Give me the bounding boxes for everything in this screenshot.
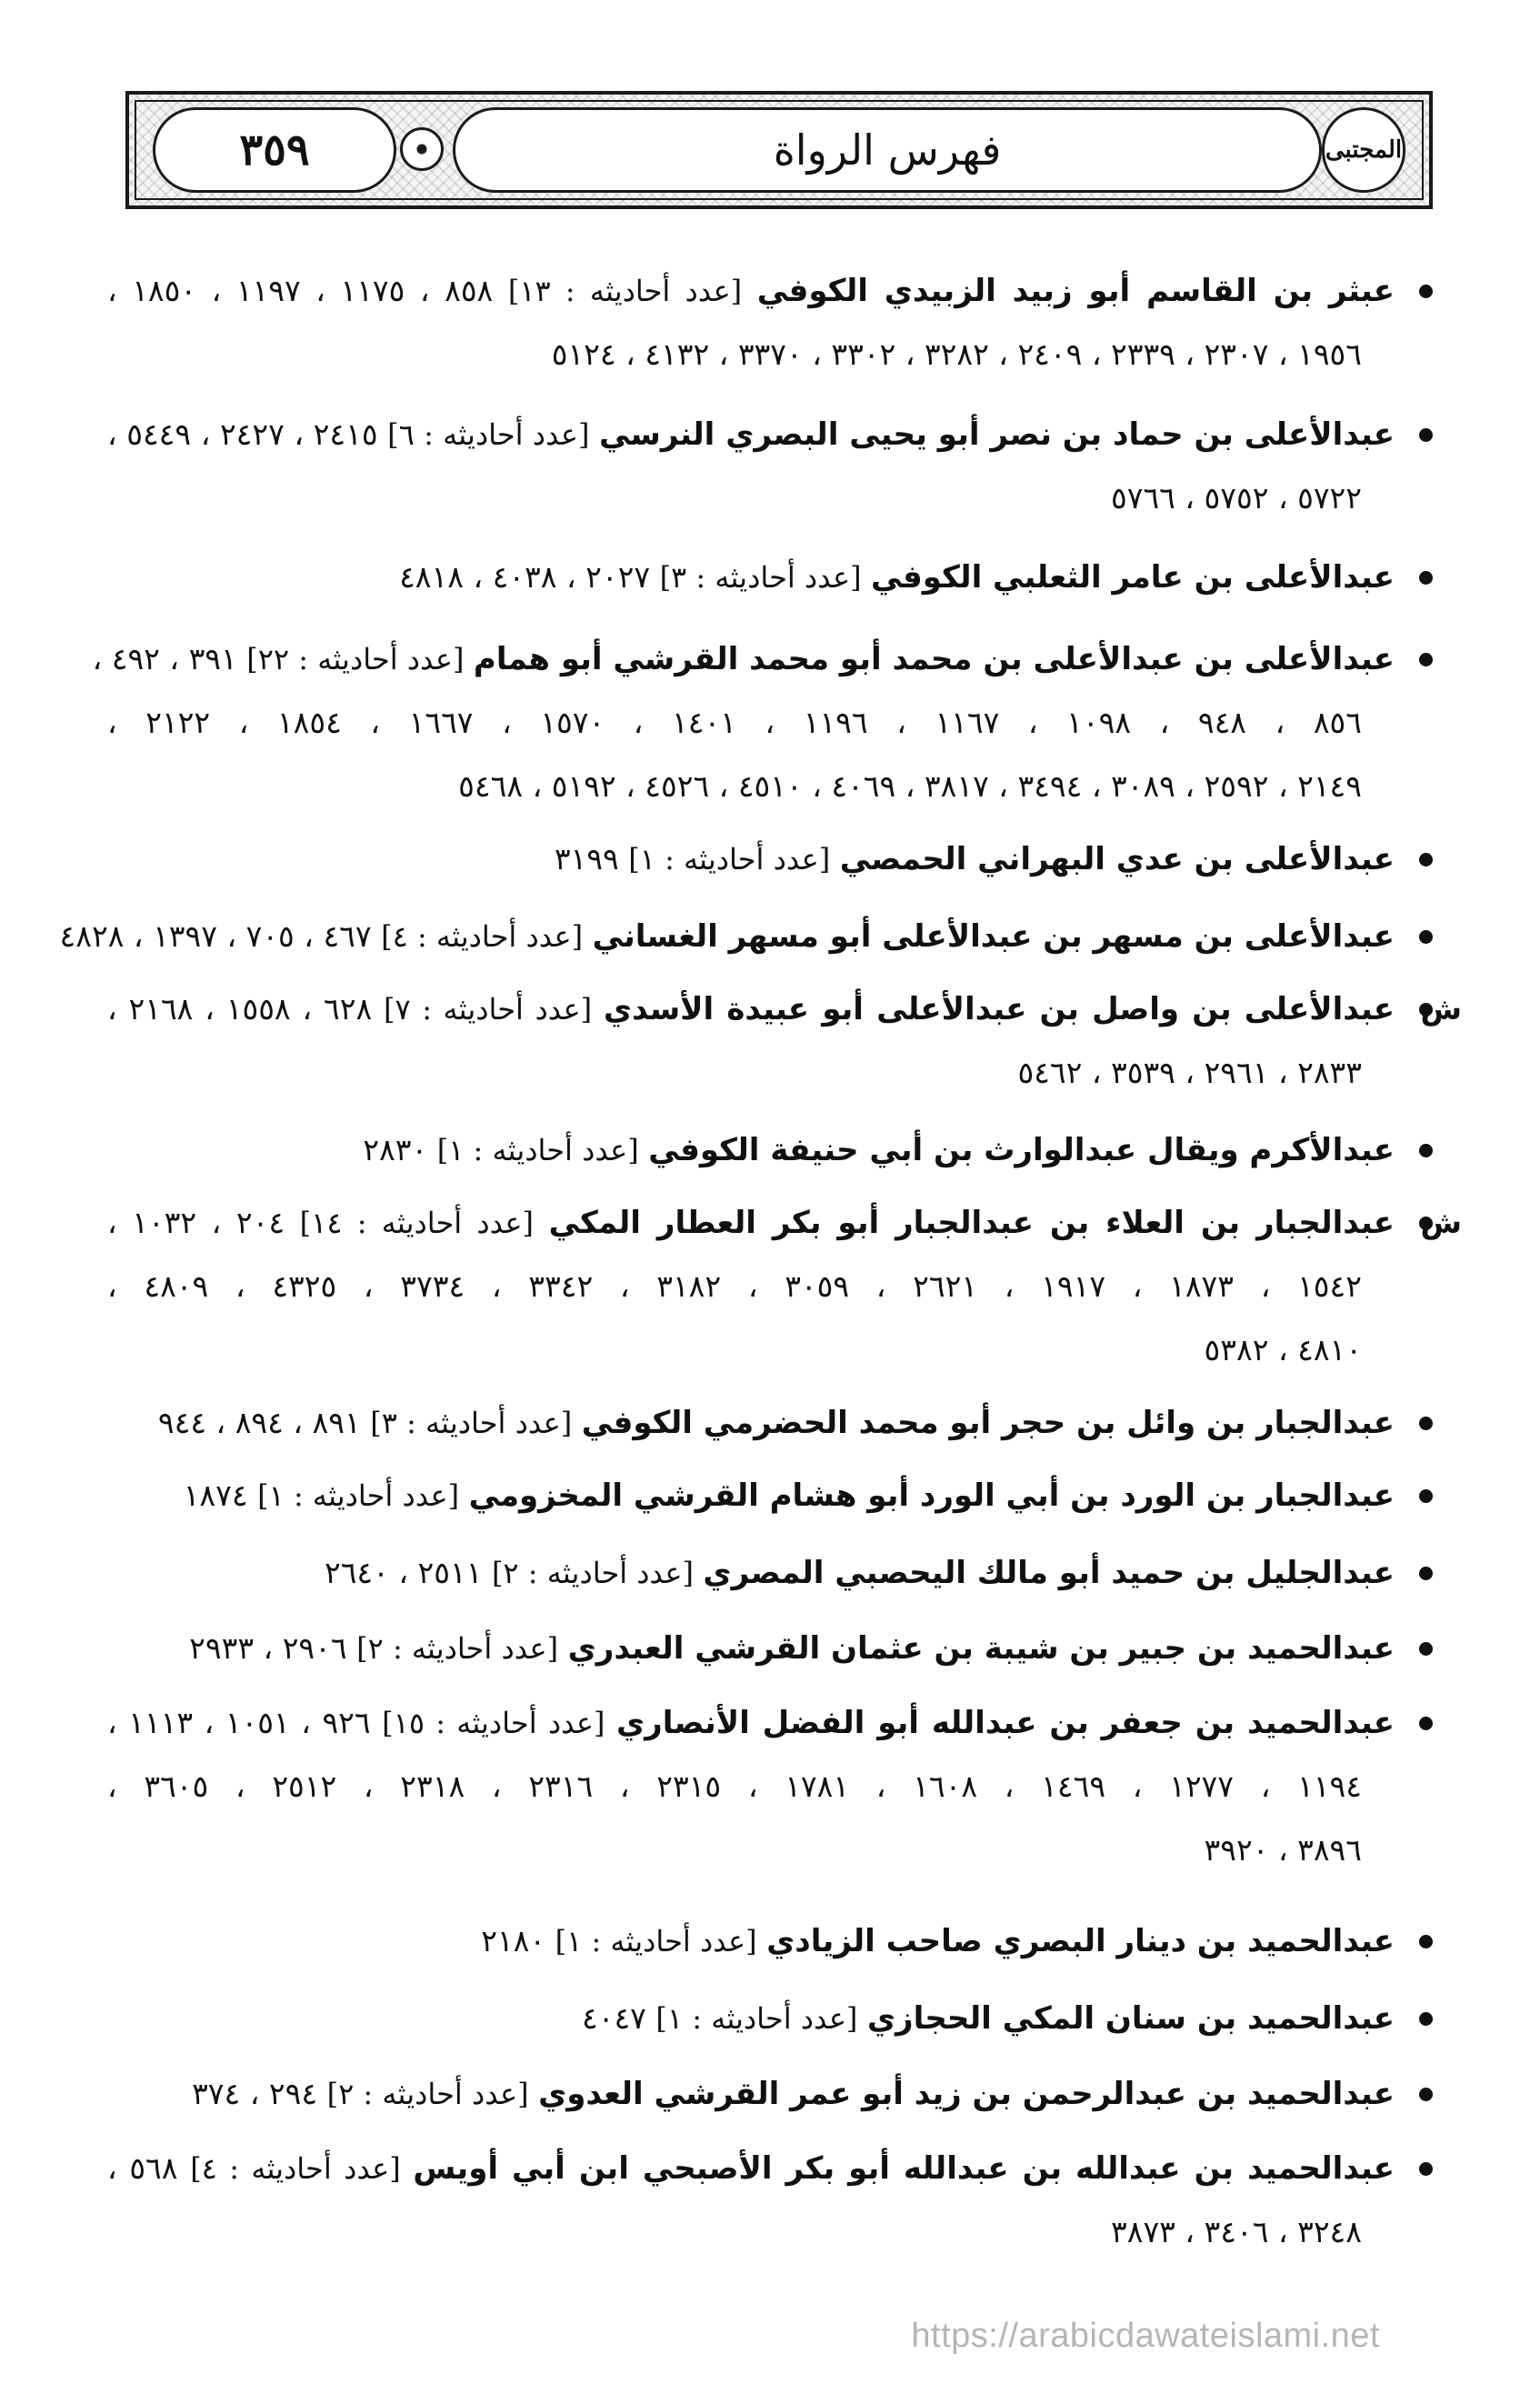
entry-continuation-line: [107, 323, 1435, 386]
entry-first-line: [107, 1909, 1435, 1973]
hadith-count: [عدد أحاديثه : ٢٢]: [246, 642, 465, 676]
running-title: فهرس الرواة: [773, 125, 1002, 175]
narrator-name: عبدالجبار بن الورد بن أبي الورد أبو هشام القرشي المخزومي: [468, 1477, 1395, 1514]
narrator-name: عبدالحميد بن عبدالله بن عبدالله أبو بكر الأصبحي ابن أبي أويس: [413, 2150, 1395, 2187]
hadith-count: [عدد أحاديثه : ١]: [436, 1133, 639, 1167]
hadith-numbers: ٨٥٨ ، ١١٧٥ ، ١١٩٧ ، ١٨٥٠ ،: [107, 273, 494, 308]
entry-first-line: [107, 259, 1435, 323]
narrator-entry: [107, 1541, 1435, 1605]
narrator-entry: [107, 259, 1435, 386]
narrator-entry: [107, 977, 1462, 1105]
entry-first-line: [107, 1391, 1435, 1455]
narrator-entry: [107, 1691, 1435, 1882]
hadith-count: [عدد أحاديثه : ١]: [555, 1924, 757, 1958]
hadith-count: [عدد أحاديثه : ٧]: [384, 992, 593, 1027]
entry-first-line: [107, 827, 1435, 891]
hadith-count: [عدد أحاديثه : ٢]: [326, 2077, 529, 2111]
narrator-entry: [107, 1391, 1435, 1455]
hadith-numbers: ٨٩١ ، ٨٩٤ ، ٩٤٤: [157, 1405, 361, 1440]
hadith-numbers: ٥٦٨ ،: [107, 2150, 178, 2186]
hadith-numbers: ٢٩٤ ، ٣٧٤: [192, 2076, 318, 2111]
hadith-numbers: ٢٤١٥ ، ٢٤٢٧ ، ٥٤٤٩ ،: [107, 416, 378, 452]
hadith-numbers: ٢٠٢٧ ، ٤٠٣٨ ، ٤٨١٨: [399, 559, 651, 595]
narrator-entry: [107, 1118, 1435, 1182]
hadith-count: [عدد أحاديثه : ١]: [655, 2001, 858, 2036]
bullet-icon: [1419, 1642, 1433, 1656]
entry-first-line: [107, 2137, 1435, 2200]
narrator-entry: [107, 2062, 1435, 2126]
narrator-entry: [107, 827, 1435, 891]
bullet-icon: [1419, 853, 1433, 866]
hadith-numbers: ١٥٤٢ ، ١٨٧٣ ، ١٩١٧ ، ٢٦٢١ ، ٣٠٥٩ ، ٣١٨٢ ، ٣٣٤٢ ، ٣٧٣٤ ، ٤٣٢٥ ، ٤٨٠٩ ،: [107, 1268, 1362, 1304]
narrator-name: عبدالأعلى بن حماد بن نصر أبو يحيى البصري النرسي: [599, 416, 1395, 453]
shin-marker: ش: [1420, 991, 1462, 1027]
hadith-numbers: ٣٢٤٨ ، ٣٤٠٦ ، ٣٨٧٣: [1111, 2214, 1362, 2249]
hadith-count: [عدد أحاديثه : ١]: [628, 842, 831, 876]
hadith-numbers: ٣٨٩٦ ، ٣٩٢٠: [1204, 1832, 1362, 1868]
hadith-numbers: ٤٨١٠ ، ٥٣٨٢: [1204, 1332, 1362, 1367]
entry-first-line: [107, 1987, 1435, 2050]
narrator-entry: [107, 1987, 1435, 2050]
hadith-numbers: ٨٥٦ ، ٩٤٨ ، ١٠٩٨ ، ١١٦٧ ، ١١٩٦ ، ١٤٠١ ، ١٥٧٠ ، ١٦٦٧ ، ١٨٥٤ ، ٢١٢٢ ،: [107, 705, 1363, 740]
entry-first-line: [107, 403, 1435, 466]
source-watermark: https://arabicdawateislami.net: [911, 2317, 1380, 2355]
hadith-numbers: ٥٧٢٢ ، ٥٧٥٢ ، ٥٧٦٦: [1111, 480, 1362, 516]
narrator-name: عبدالأعلى بن عبدالأعلى بن محمد أبو محمد القرشي أبو همام: [473, 641, 1395, 677]
narrator-entry: [107, 2137, 1435, 2264]
hadith-numbers: ٢٠٤ ، ١٠٣٢ ،: [107, 1205, 285, 1240]
hadith-count: [عدد أحاديثه : ٢]: [491, 1556, 694, 1590]
hadith-numbers: ٤٦٧ ، ٧٠٥ ، ١٣٩٧ ، ٤٨٢٨: [59, 918, 372, 954]
hadith-numbers: ٤٠٤٧: [582, 2000, 646, 2036]
hadith-count: [عدد أحاديثه : ٣]: [370, 1406, 573, 1440]
bullet-icon: [1419, 1717, 1433, 1730]
narrator-name: عبدالجبار بن العلاء بن عبدالجبار أبو بكر العطار المكي: [548, 1205, 1395, 1241]
narrator-name: عبدالأعلى بن مسهر بن عبدالأعلى أبو مسهر الغساني: [592, 918, 1395, 955]
narrator-entry: [107, 1909, 1435, 1973]
entry-continuation-line: [107, 2200, 1435, 2264]
bullet-icon: [1419, 1489, 1433, 1503]
entry-first-line: [107, 1541, 1435, 1605]
hadith-count: [عدد أحاديثه : ١٤]: [299, 1206, 535, 1240]
hadith-count: [عدد أحاديثه : ٤]: [190, 2151, 401, 2186]
hadith-count: [عدد أحاديثه : ١]: [257, 1478, 460, 1513]
narrator-entry: [107, 546, 1435, 609]
hadith-numbers: ٣١٩٩: [554, 841, 619, 876]
entry-first-line: [107, 1617, 1435, 1680]
entry-continuation-line: [107, 691, 1435, 755]
entry-first-line: [107, 2062, 1435, 2126]
bullet-icon: [1419, 285, 1433, 298]
hadith-count: [عدد أحاديثه : ٢]: [356, 1631, 559, 1666]
bullet-icon: [1419, 1935, 1433, 1948]
narrator-name: عبدالأعلى بن عامر الثعلبي الكوفي: [871, 559, 1395, 596]
entry-continuation-line: [107, 1818, 1435, 1882]
bullet-icon: [1419, 1417, 1433, 1430]
entry-continuation-line: [107, 755, 1435, 818]
narrator-name: عبدالحميد بن جبير بن شيبة بن عثمان القرشي العبدري: [567, 1630, 1395, 1667]
entry-first-line: [107, 977, 1462, 1041]
entry-first-line: [107, 1464, 1435, 1528]
bullet-icon: [1419, 1567, 1433, 1580]
hadith-numbers: ٢١٨٠: [481, 1923, 546, 1958]
hadith-numbers: ٣٩١ ، ٤٩٢ ،: [92, 641, 237, 676]
bullet-icon: [1419, 571, 1433, 585]
entry-continuation-line: [107, 1318, 1435, 1382]
narrator-entry: [107, 1191, 1462, 1382]
hadith-numbers: ٢١٤٩ ، ٢٥٩٢ ، ٣٠٨٩ ، ٣٤٩٤ ، ٣٨١٧ ، ٤٠٦٩ ، ٤٥١٠ ، ٤٥٢٦ ، ٥١٩٢ ، ٥٤٦٨: [458, 768, 1362, 804]
book-logo-text: المجتبى: [1325, 136, 1403, 164]
hadith-numbers: ٢٥١١ ، ٢٦٤٠: [324, 1555, 483, 1590]
narrator-name: عبثر بن القاسم أبو زبيد الزبيدي الكوفي: [756, 273, 1395, 309]
entry-continuation-line: [107, 1041, 1435, 1105]
hadith-numbers: ١٨٧٤: [183, 1477, 248, 1513]
narrator-name: عبدالحميد بن دينار البصري صاحب الزيادي: [766, 1923, 1395, 1959]
bullet-icon: [1419, 653, 1433, 666]
narrator-entry: [59, 905, 1435, 968]
hadith-count: [عدد أحاديثه : ٤]: [381, 919, 584, 954]
bullet-icon: [1419, 2088, 1433, 2101]
hadith-count: [عدد أحاديثه : ٣]: [659, 560, 862, 595]
entry-first-line: [59, 905, 1435, 968]
bullet-icon: [1419, 428, 1433, 442]
hadith-count: [عدد أحاديثه : ١٣]: [507, 274, 743, 308]
hadith-numbers: ٢٩٠٦ ، ٢٩٣٣: [189, 1630, 347, 1666]
narrator-name: عبدالجليل بن حميد أبو مالك اليحصبي المصري: [703, 1555, 1395, 1591]
narrator-entry: [107, 1617, 1435, 1680]
entry-first-line: [92, 627, 1435, 691]
hadith-count: [عدد أحاديثه : ٦]: [387, 417, 590, 452]
entry-continuation-line: [107, 1755, 1435, 1818]
narrator-name: عبدالأكرم ويقال عبدالوارث بن أبي حنيفة الكوفي: [648, 1132, 1395, 1168]
entry-first-line: [107, 1691, 1435, 1755]
entry-first-line: [107, 1118, 1435, 1182]
hadith-numbers: ١٩٥٦ ، ٢٣٠٧ ، ٢٣٣٩ ، ٢٤٠٩ ، ٣٢٨٢ ، ٣٣٠٢ ، ٣٣٧٠ ، ٤١٣٢ ، ٥١٢٤: [551, 336, 1362, 372]
narrator-name: عبدالحميد بن عبدالرحمن بن زيد أبو عمر القرشي العدوي: [538, 2076, 1395, 2112]
hadith-numbers: ٢٨٣٠: [363, 1132, 428, 1167]
entry-first-line: [107, 1191, 1462, 1255]
narrator-name: عبدالحميد بن سنان المكي الحجازي: [866, 2000, 1395, 2037]
narrator-name: عبدالأعلى بن واصل بن عبدالأعلى أبو عبيدة الأسدي: [603, 991, 1395, 1027]
narrators-index: [59, 0, 1462, 2394]
bullet-icon: [1419, 930, 1433, 944]
narrator-name: عبدالحميد بن جعفر بن عبدالله أبو الفضل الأنصاري: [615, 1705, 1395, 1741]
entry-continuation-line: [107, 1255, 1435, 1318]
bullet-icon: [1419, 1144, 1433, 1157]
hadith-numbers: ١١٩٤ ، ١٢٧٧ ، ١٤٦٩ ، ١٦٠٨ ، ١٧٨١ ، ٢٣١٥ ، ٢٣١٦ ، ٢٣١٨ ، ٢٥١٢ ، ٣٦٠٥ ،: [107, 1768, 1362, 1804]
narrator-entry: [107, 403, 1435, 530]
hadith-numbers: ٦٢٨ ، ١٥٥٨ ، ٢١٦٨ ،: [107, 991, 373, 1027]
narrator-entry: [107, 1464, 1435, 1528]
narrator-entry: [92, 627, 1435, 818]
entry-continuation-line: [107, 466, 1435, 530]
hadith-numbers: ٢٨٣٣ ، ٢٩٦١ ، ٣٥٣٩ ، ٥٤٦٢: [1017, 1055, 1362, 1090]
shin-marker: ش: [1420, 1205, 1462, 1240]
hadith-count: [عدد أحاديثه : ١٥]: [382, 1706, 605, 1740]
bullet-icon: [1419, 2162, 1433, 2176]
hadith-numbers: ٩٢٦ ، ١٠٥١ ، ١١١٣ ،: [107, 1705, 371, 1740]
narrator-name: عبدالأعلى بن عدي البهراني الحمصي: [839, 841, 1395, 877]
bullet-icon: [1419, 2012, 1433, 2026]
page-number: ٣٥٩: [239, 125, 310, 175]
entry-first-line: [107, 546, 1435, 609]
narrator-name: عبدالجبار بن وائل بن حجر أبو محمد الحضرمي الكوفي: [581, 1405, 1395, 1441]
